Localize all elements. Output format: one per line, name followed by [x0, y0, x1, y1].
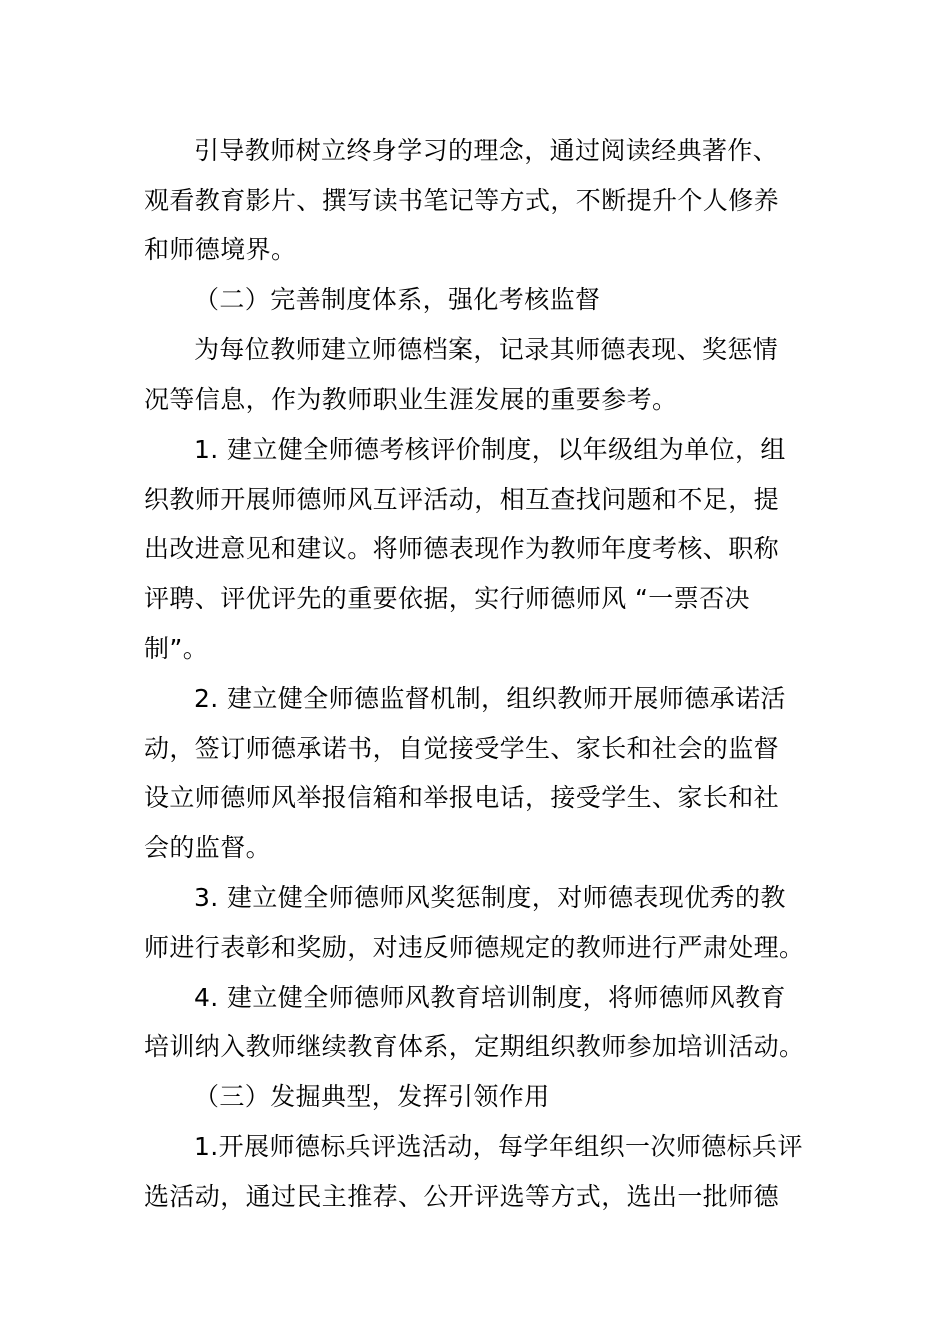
list-item-line: 1. 建立健全师德考核评价制度，以年级组为单位，组 [194, 435, 786, 464]
paragraph-line: 为每位教师建立师德档案，记录其师德表现、奖惩情 [194, 335, 779, 364]
paragraph-line: 况等信息，作为教师职业生涯发展的重要参考。 [144, 385, 678, 414]
paragraph-line: 制”。 [144, 634, 209, 663]
paragraph-line: 动，签订师德承诺书，自觉接受学生、家长和社会的监督 [144, 734, 780, 763]
paragraph-line: 评聘、评优评先的重要依据，实行师德师风 “一票否决 [144, 584, 750, 613]
list-item-line: 2. 建立健全师德监督机制，组织教师开展师德承诺活 [194, 684, 786, 713]
list-item-line: 4. 建立健全师德师风教育培训制度，将师德师风教育 [194, 983, 786, 1012]
paragraph-line: 培训纳入教师继续教育体系，定期组织教师参加培训活动。 [144, 1032, 805, 1061]
section-heading: （三）发掘典型，发挥引领作用 [194, 1082, 550, 1111]
paragraph-line: 设立师德师风举报信箱和举报电话，接受学生、家长和社 [144, 783, 780, 812]
section-heading: （二）完善制度体系，强化考核监督 [194, 285, 601, 314]
paragraph-line: 和师德境界。 [144, 235, 297, 264]
paragraph-line: 选活动，通过民主推荐、公开评选等方式，选出一批师德 [144, 1182, 780, 1211]
list-item-line: 1.开展师德标兵评选活动，每学年组织一次师德标兵评 [194, 1132, 803, 1161]
paragraph-line: 引导教师树立终身学习的理念，通过阅读经典著作、 [194, 136, 779, 165]
paragraph-line: 出改进意见和建议。将师德表现作为教师年度考核、职称 [144, 534, 780, 563]
paragraph-line: 观看教育影片、撰写读书笔记等方式，不断提升个人修养 [144, 186, 780, 215]
paragraph-line: 会的监督。 [144, 833, 272, 862]
list-item-line: 3. 建立健全师德师风奖惩制度，对师德表现优秀的教 [194, 883, 786, 912]
paragraph-line: 织教师开展师德师风互评活动，相互查找问题和不足，提 [144, 485, 780, 514]
paragraph-line: 师进行表彰和奖励，对违反师德规定的教师进行严肃处理。 [144, 933, 805, 962]
